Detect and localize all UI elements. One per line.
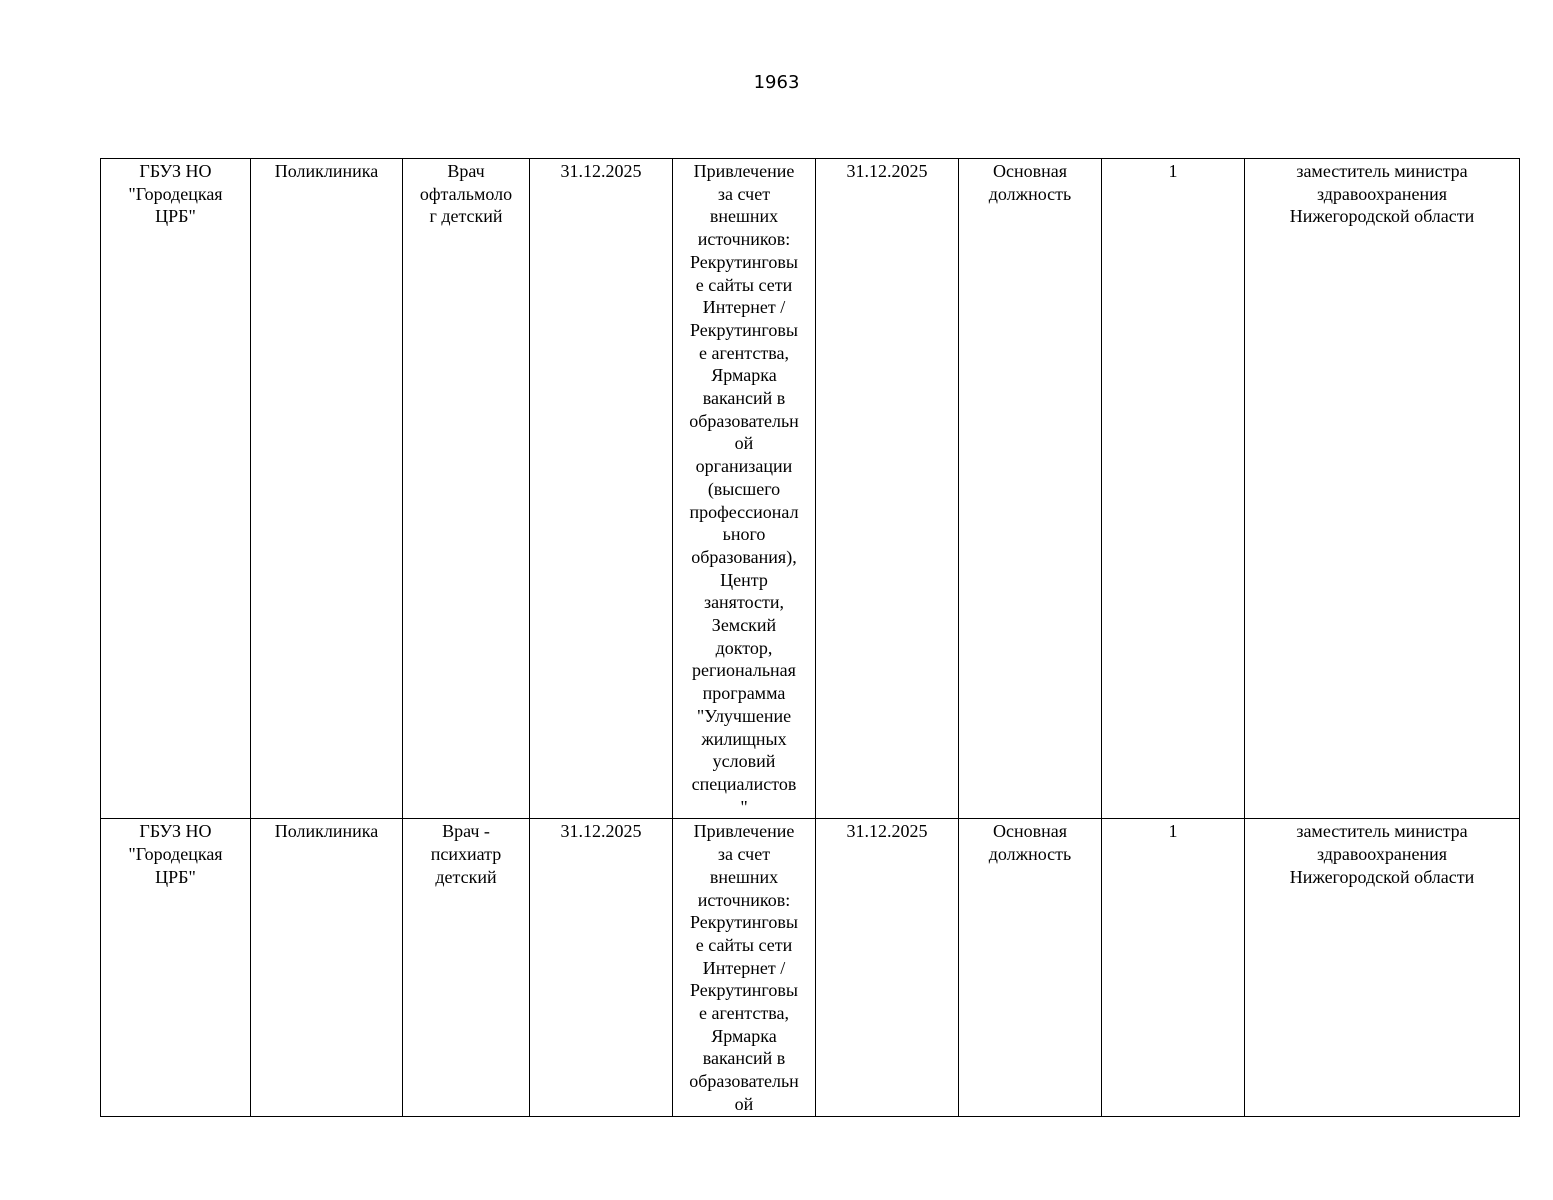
date-cell: 31.12.2025 (530, 159, 673, 819)
deadline-cell: 31.12.2025 (816, 159, 959, 819)
deadline-cell: 31.12.2025 (816, 819, 959, 1116)
responsible-cell: заместитель министра здравоохранения Нижегородской области (1245, 819, 1520, 1116)
table-row (101, 819, 1520, 1116)
department-cell: Поликлиника (251, 159, 403, 819)
organization-cell: ГБУЗ НО "Городецкая ЦРБ" (101, 819, 251, 1116)
page-number: 1963 (753, 72, 800, 93)
count-cell: 1 (1102, 819, 1245, 1116)
sources-cell: Привлечение за счет внешних источников: Рекрутинговы е сайты сети Интернет / Рекрутинговы е агентства, Ярмарка вакансий в образовательн ой организации (высшего профессионал ьного образования), Центр занятости, Земский доктор, региональная программа "Улучшение жилищных условий специалистов " (673, 159, 816, 819)
employment-type-cell: Основная должность (959, 819, 1102, 1116)
date-cell: 31.12.2025 (530, 819, 673, 1116)
table-row (101, 159, 1520, 819)
department-cell: Поликлиника (251, 819, 403, 1116)
employment-type-cell: Основная должность (959, 159, 1102, 819)
staffing-table (100, 158, 1520, 1117)
position-cell: Врач - психиатр детский (403, 819, 530, 1116)
sources-cell: Привлечение за счет внешних источников: Рекрутинговы е сайты сети Интернет / Рекрутинговы е агентства, Ярмарка вакансий в образовательн ой (673, 819, 816, 1116)
count-cell: 1 (1102, 159, 1245, 819)
responsible-cell: заместитель министра здравоохранения Нижегородской области (1245, 159, 1520, 819)
position-cell: Врач офтальмоло г детский (403, 159, 530, 819)
organization-cell: ГБУЗ НО "Городецкая ЦРБ" (101, 159, 251, 819)
